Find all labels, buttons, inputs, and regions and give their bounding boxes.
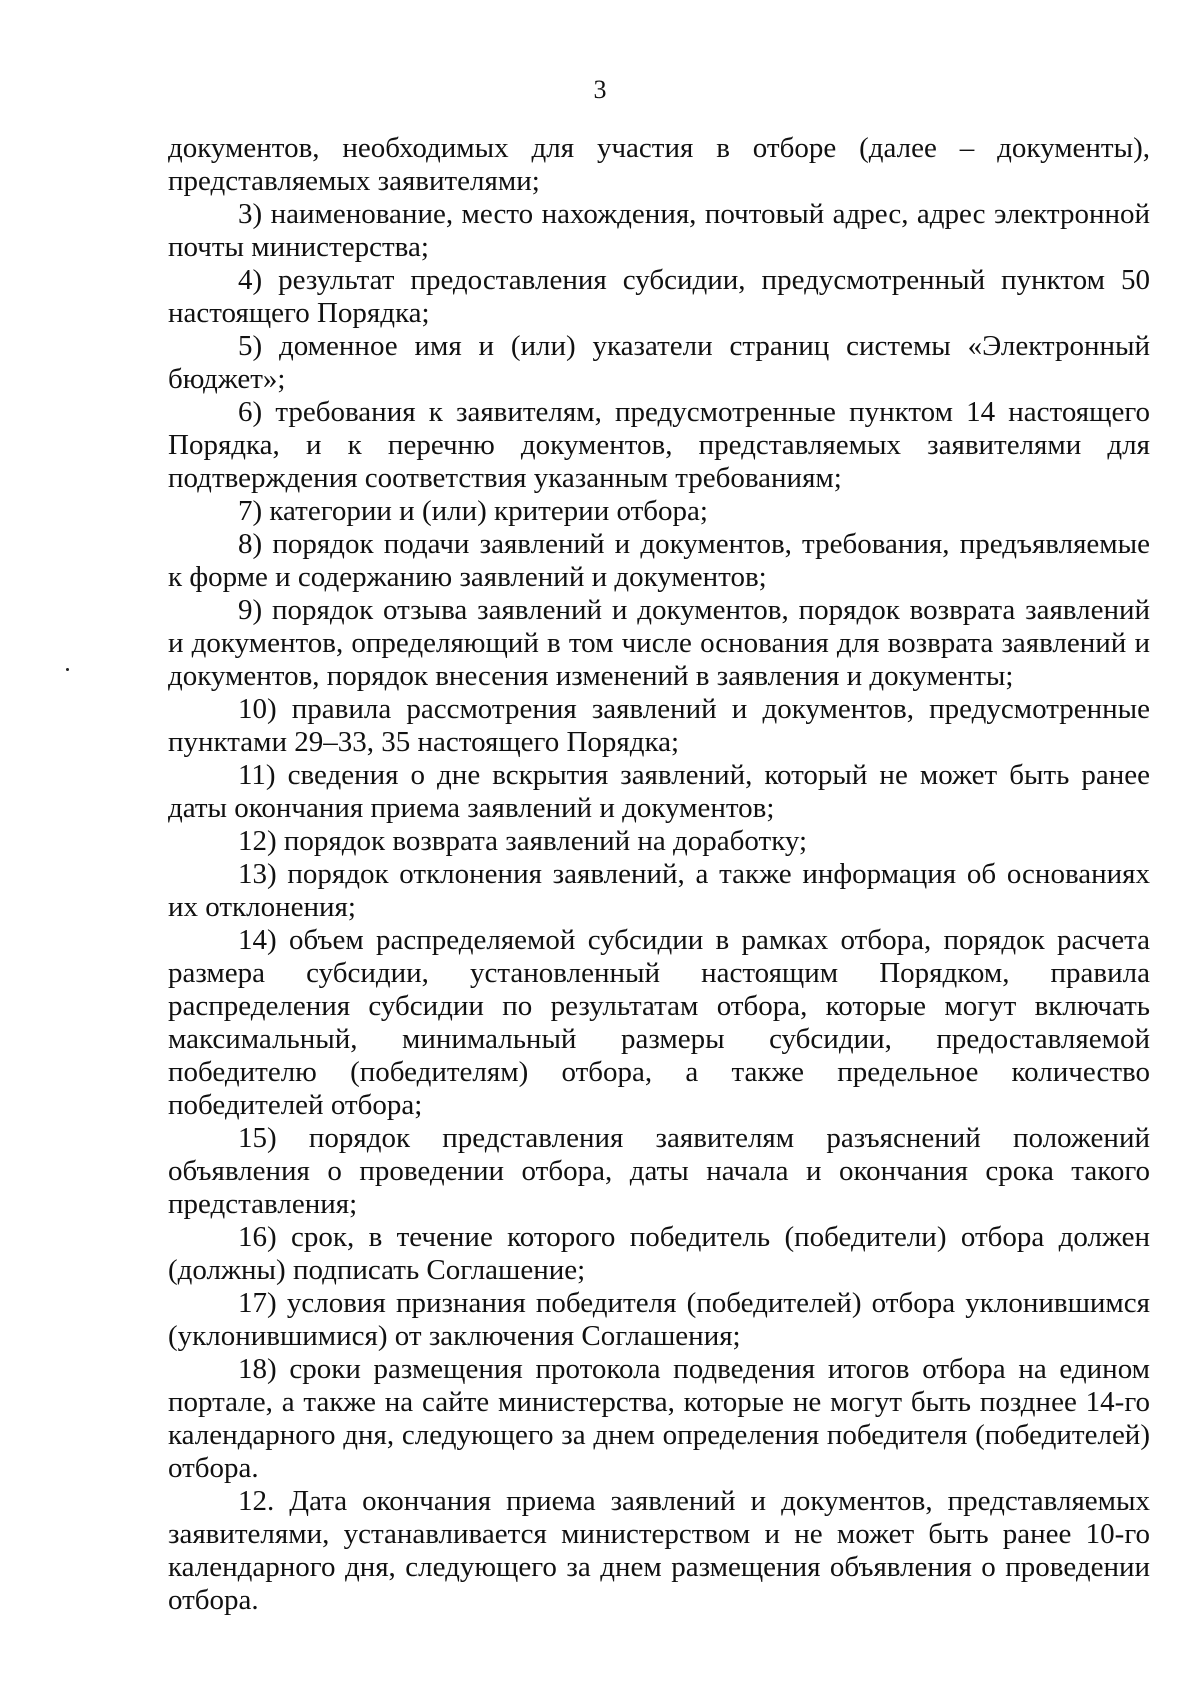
paragraph: 10) правила рассмотрения заявлений и документов, предусмотренные пунктами 29–33, 35 настоящего Порядка; xyxy=(168,693,1150,758)
scan-artifact-dot xyxy=(66,668,69,671)
paragraph: 12. Дата окончания приема заявлений и документов, представляемых заявителями, устанавливается министерством и не может быть ранее 10-го календарного дня, следующего за днем размещения объявления о проведении отбора. xyxy=(168,1485,1150,1616)
document-body xyxy=(168,132,1150,1617)
paragraph: 15) порядок представления заявителям разъяснений положений объявления о проведении отбора, даты начала и окончания срока такого представления; xyxy=(168,1122,1150,1220)
paragraph: 13) порядок отклонения заявлений, а также информация об основаниях их отклонения; xyxy=(168,858,1150,923)
paragraph: 6) требования к заявителям, предусмотренные пунктом 14 настоящего Порядка, и к перечню документов, представляемых заявителями для подтверждения соответствия указанным требованиям; xyxy=(168,396,1150,494)
paragraph: 8) порядок подачи заявлений и документов, требования, предъявляемые к форме и содержанию заявлений и документов; xyxy=(168,528,1150,593)
paragraph: 11) сведения о дне вскрытия заявлений, который не может быть ранее даты окончания приема заявлений и документов; xyxy=(168,759,1150,824)
paragraph: 17) условия признания победителя (победителей) отбора уклонившимся (уклонившимися) от заключения Соглашения; xyxy=(168,1287,1150,1352)
paragraph: 18) сроки размещения протокола подведения итогов отбора на едином портале, а также на сайте министерства, которые не могут быть позднее 14-го календарного дня, следующего за днем определения победителя (победителей) отбора. xyxy=(168,1353,1150,1484)
paragraph: 7) категории и (или) критерии отбора; xyxy=(238,495,708,527)
paragraph: 16) срок, в течение которого победитель (победители) отбора должен (должны) подписать Соглашение; xyxy=(168,1221,1150,1286)
paragraph: 12) порядок возврата заявлений на доработку; xyxy=(238,825,808,857)
page-number: 3 xyxy=(593,75,607,104)
paragraph: документов, необходимых для участия в отборе (далее – документы), представляемых заявителями; xyxy=(168,132,1150,197)
paragraph: 14) объем распределяемой субсидии в рамках отбора, порядок расчета размера субсидии, установленный настоящим Порядком, правила распределения субсидии по результатам отбора, которые могут включать максимальный, минимальный размеры субсидии, предоставляемой победителю (победителям) отбора, а также предельное количество победителей отбора; xyxy=(168,924,1150,1121)
paragraph: 3) наименование, место нахождения, почтовый адрес, адрес электронной почты министерства; xyxy=(168,198,1150,263)
paragraph: 4) результат предоставления субсидии, предусмотренный пунктом 50 настоящего Порядка; xyxy=(168,264,1150,329)
paragraph: 5) доменное имя и (или) указатели страниц системы «Электронный бюджет»; xyxy=(168,330,1150,395)
paragraph: 9) порядок отзыва заявлений и документов, порядок возврата заявлений и документов, определяющий в том числе основания для возврата заявлений и документов, порядок внесения изменений в заявления и документы; xyxy=(168,594,1150,692)
